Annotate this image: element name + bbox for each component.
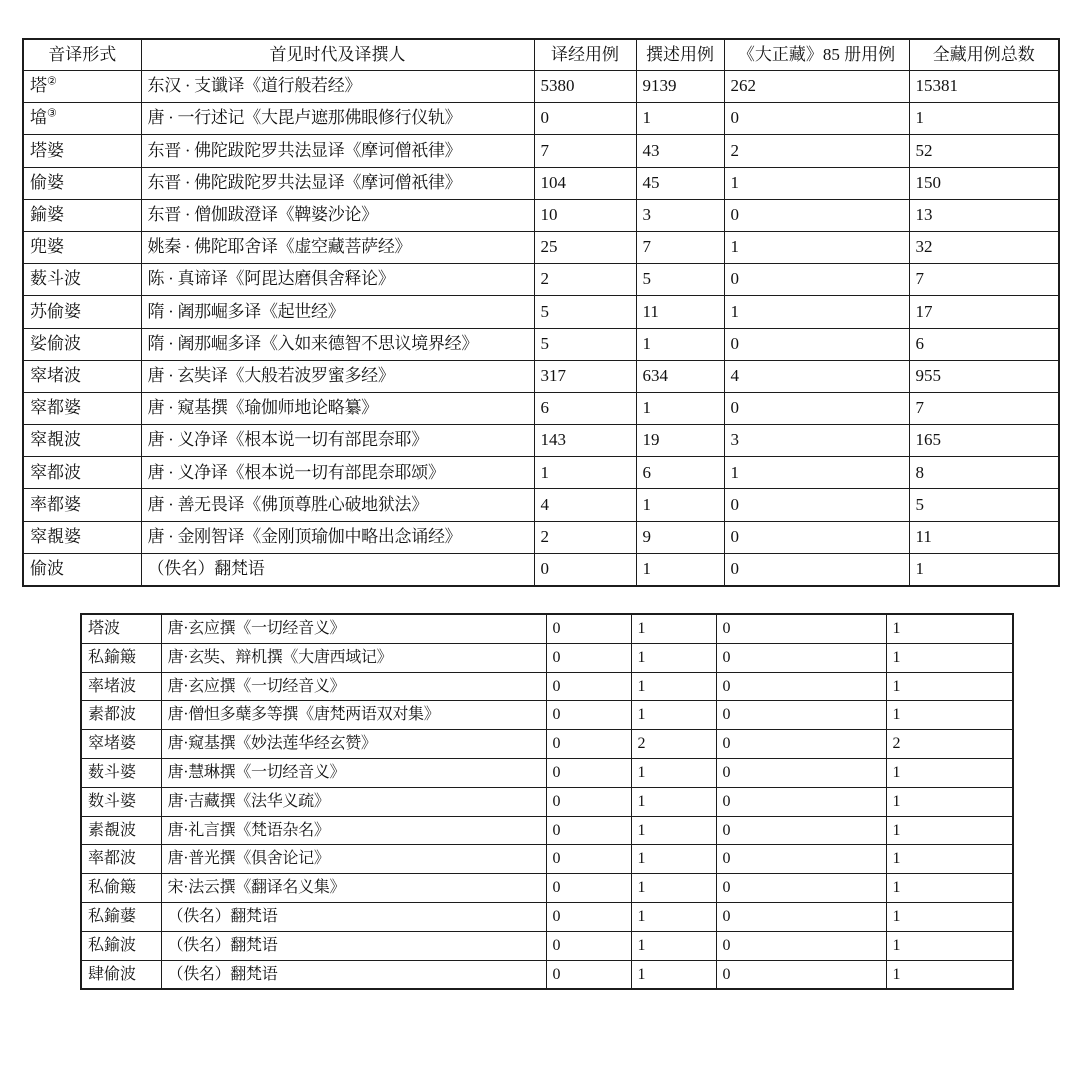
value-cell-v3: 0 <box>716 787 886 816</box>
value-cell-v2: 1 <box>636 489 724 521</box>
value-cell-v1: 0 <box>534 553 636 586</box>
form-cell: 率都波 <box>81 845 161 874</box>
value-cell-v4: 15381 <box>909 71 1059 103</box>
table-row <box>23 199 1059 231</box>
table-row <box>23 103 1059 135</box>
value-cell-v1: 5 <box>534 296 636 328</box>
value-cell-v4: 1 <box>909 103 1059 135</box>
value-cell-v3: 262 <box>724 71 909 103</box>
source-cell: 唐 · 义净译《根本说一切有部毘奈耶颂》 <box>141 457 534 489</box>
table-row <box>81 758 1013 787</box>
form-cell: 墖③ <box>23 103 141 135</box>
value-cell-v3: 0 <box>724 392 909 424</box>
form-cell: 数斗婆 <box>81 787 161 816</box>
table-row <box>81 902 1013 931</box>
value-cell-v3: 0 <box>724 489 909 521</box>
value-cell-v4: 1 <box>886 845 1013 874</box>
table-row <box>81 845 1013 874</box>
value-cell-v4: 32 <box>909 231 1059 263</box>
table-row <box>23 296 1059 328</box>
form-cell: 肆偷波 <box>81 960 161 989</box>
form-cell: 塔波 <box>81 614 161 643</box>
table-row <box>23 457 1059 489</box>
form-cell: 苏偷婆 <box>23 296 141 328</box>
value-cell-v4: 1 <box>886 874 1013 903</box>
value-cell-v3: 1 <box>724 457 909 489</box>
form-cell: 鍮婆 <box>23 199 141 231</box>
source-cell: （佚名）翻梵语 <box>161 902 546 931</box>
value-cell-v4: 6 <box>909 328 1059 360</box>
value-cell-v4: 955 <box>909 360 1059 392</box>
source-cell: 东晋 · 佛陀跋陀罗共法显译《摩诃僧祇律》 <box>141 167 534 199</box>
value-cell-v3: 3 <box>724 425 909 457</box>
value-cell-v2: 634 <box>636 360 724 392</box>
form-cell: 率都婆 <box>23 489 141 521</box>
table-row <box>81 787 1013 816</box>
form-cell: 兜婆 <box>23 231 141 263</box>
value-cell-v1: 4 <box>534 489 636 521</box>
value-cell-v2: 7 <box>636 231 724 263</box>
value-cell-v2: 1 <box>631 643 716 672</box>
form-cell: 偷波 <box>23 553 141 586</box>
source-cell: 唐·玄奘、辩机撰《大唐西域记》 <box>161 643 546 672</box>
value-cell-v4: 1 <box>886 787 1013 816</box>
value-cell-v2: 1 <box>631 960 716 989</box>
value-cell-v4: 1 <box>909 553 1059 586</box>
source-cell: 姚秦 · 佛陀耶舍译《虚空藏菩萨经》 <box>141 231 534 263</box>
source-cell: 唐 · 玄奘译《大般若波罗蜜多经》 <box>141 360 534 392</box>
value-cell-v2: 1 <box>631 931 716 960</box>
form-cell: 窣堵婆 <box>81 730 161 759</box>
value-cell-v1: 0 <box>546 614 631 643</box>
header-source: 首见时代及译撰人 <box>141 39 534 71</box>
value-cell-v2: 1 <box>631 902 716 931</box>
value-cell-v1: 0 <box>546 672 631 701</box>
value-cell-v4: 165 <box>909 425 1059 457</box>
table-row <box>23 71 1059 103</box>
form-cell: 娑偷波 <box>23 328 141 360</box>
value-cell-v3: 0 <box>716 701 886 730</box>
value-cell-v3: 1 <box>724 231 909 263</box>
value-cell-v2: 1 <box>631 816 716 845</box>
value-cell-v2: 11 <box>636 296 724 328</box>
table-row <box>23 264 1059 296</box>
value-cell-v4: 17 <box>909 296 1059 328</box>
form-cell: 素都波 <box>81 701 161 730</box>
source-cell: （佚名）翻梵语 <box>161 960 546 989</box>
value-cell-v4: 13 <box>909 199 1059 231</box>
source-cell: 唐 · 窥基撰《瑜伽师地论略纂》 <box>141 392 534 424</box>
form-cell: 私鍮蔢 <box>81 902 161 931</box>
value-cell-v4: 150 <box>909 167 1059 199</box>
value-cell-v1: 0 <box>546 816 631 845</box>
form-cell: 薮斗婆 <box>81 758 161 787</box>
footnote-mark: ③ <box>47 107 57 120</box>
value-cell-v3: 0 <box>716 816 886 845</box>
source-cell: 隋 · 阇那崛多译《入如来德智不思议境界经》 <box>141 328 534 360</box>
value-cell-v2: 43 <box>636 135 724 167</box>
value-cell-v2: 1 <box>631 874 716 903</box>
value-cell-v1: 0 <box>546 701 631 730</box>
value-cell-v1: 0 <box>546 960 631 989</box>
value-cell-v2: 1 <box>631 672 716 701</box>
source-cell: 唐·玄应撰《一切经音义》 <box>161 672 546 701</box>
value-cell-v1: 104 <box>534 167 636 199</box>
value-cell-v2: 1 <box>636 328 724 360</box>
table-row <box>81 730 1013 759</box>
footnote-mark: ② <box>47 75 57 88</box>
header-total-usage: 全藏用例总数 <box>909 39 1059 71</box>
form-cell: 私鍮波 <box>81 931 161 960</box>
table-row <box>81 672 1013 701</box>
table-row <box>23 392 1059 424</box>
value-cell-v4: 1 <box>886 960 1013 989</box>
value-cell-v2: 19 <box>636 425 724 457</box>
form-cell: 率堵波 <box>81 672 161 701</box>
value-cell-v3: 0 <box>724 521 909 553</box>
value-cell-v2: 9 <box>636 521 724 553</box>
value-cell-v3: 0 <box>716 960 886 989</box>
table-row <box>23 425 1059 457</box>
value-cell-v4: 11 <box>909 521 1059 553</box>
source-cell: 宋·法云撰《翻译名义集》 <box>161 874 546 903</box>
value-cell-v2: 1 <box>631 701 716 730</box>
source-cell: 东汉 · 支谶译《道行般若经》 <box>141 71 534 103</box>
header-form: 音译形式 <box>23 39 141 71</box>
table-row <box>81 874 1013 903</box>
value-cell-v3: 1 <box>724 296 909 328</box>
value-cell-v1: 143 <box>534 425 636 457</box>
value-cell-v3: 0 <box>716 758 886 787</box>
value-cell-v4: 1 <box>886 701 1013 730</box>
source-cell: 唐 · 一行述记《大毘卢遮那佛眼修行仪轨》 <box>141 103 534 135</box>
source-cell: 唐 · 善无畏译《佛顶尊胜心破地狱法》 <box>141 489 534 521</box>
value-cell-v1: 317 <box>534 360 636 392</box>
table-row <box>23 521 1059 553</box>
transliteration-usage-table-main <box>22 38 1060 587</box>
value-cell-v2: 1 <box>631 614 716 643</box>
table-row <box>81 614 1013 643</box>
value-cell-v2: 3 <box>636 199 724 231</box>
value-cell-v4: 1 <box>886 643 1013 672</box>
value-cell-v1: 0 <box>546 758 631 787</box>
table-row <box>81 701 1013 730</box>
form-cell: 素覩波 <box>81 816 161 845</box>
value-cell-v3: 4 <box>724 360 909 392</box>
source-cell: 隋 · 阇那崛多译《起世经》 <box>141 296 534 328</box>
value-cell-v2: 1 <box>636 553 724 586</box>
table-row <box>23 135 1059 167</box>
header-translation-usage: 译经用例 <box>534 39 636 71</box>
value-cell-v4: 1 <box>886 672 1013 701</box>
value-cell-v4: 5 <box>909 489 1059 521</box>
value-cell-v4: 2 <box>886 730 1013 759</box>
value-cell-v4: 1 <box>886 816 1013 845</box>
value-cell-v4: 52 <box>909 135 1059 167</box>
value-cell-v2: 1 <box>636 392 724 424</box>
table-row <box>81 960 1013 989</box>
value-cell-v3: 0 <box>716 902 886 931</box>
form-cell: 窣都婆 <box>23 392 141 424</box>
value-cell-v4: 1 <box>886 758 1013 787</box>
form-cell: 偷婆 <box>23 167 141 199</box>
source-cell: 东晋 · 佛陀跋陀罗共法显译《摩诃僧祇律》 <box>141 135 534 167</box>
value-cell-v3: 0 <box>716 614 886 643</box>
value-cell-v2: 1 <box>636 103 724 135</box>
value-cell-v3: 0 <box>724 264 909 296</box>
source-cell: （佚名）翻梵语 <box>161 931 546 960</box>
value-cell-v1: 2 <box>534 264 636 296</box>
source-cell: 陈 · 真谛译《阿毘达磨俱舍释论》 <box>141 264 534 296</box>
value-cell-v4: 7 <box>909 392 1059 424</box>
value-cell-v3: 0 <box>716 931 886 960</box>
form-cell: 窣都波 <box>23 457 141 489</box>
form-cell: 塔② <box>23 71 141 103</box>
table-row <box>81 816 1013 845</box>
value-cell-v1: 25 <box>534 231 636 263</box>
source-cell: 唐·慧琳撰《一切经音义》 <box>161 758 546 787</box>
table-row <box>23 328 1059 360</box>
value-cell-v3: 0 <box>716 672 886 701</box>
value-cell-v2: 6 <box>636 457 724 489</box>
form-cell: 塔婆 <box>23 135 141 167</box>
value-cell-v4: 7 <box>909 264 1059 296</box>
source-cell: 唐 · 义净译《根本说一切有部毘奈耶》 <box>141 425 534 457</box>
source-cell: 东晋 · 僧伽跋澄译《鞞婆沙论》 <box>141 199 534 231</box>
table-row <box>23 553 1059 586</box>
value-cell-v1: 2 <box>534 521 636 553</box>
value-cell-v1: 0 <box>546 787 631 816</box>
value-cell-v1: 6 <box>534 392 636 424</box>
table-row <box>23 360 1059 392</box>
table-row <box>81 643 1013 672</box>
header-composition-usage: 撰述用例 <box>636 39 724 71</box>
source-cell: 唐·普光撰《俱舍论记》 <box>161 845 546 874</box>
form-cell: 窣覩婆 <box>23 521 141 553</box>
source-cell: 唐 · 金刚智译《金刚顶瑜伽中略出念诵经》 <box>141 521 534 553</box>
value-cell-v2: 1 <box>631 845 716 874</box>
value-cell-v2: 1 <box>631 787 716 816</box>
source-cell: 唐·窥基撰《妙法莲华经玄赞》 <box>161 730 546 759</box>
value-cell-v1: 1 <box>534 457 636 489</box>
value-cell-v3: 0 <box>716 643 886 672</box>
value-cell-v3: 0 <box>724 103 909 135</box>
value-cell-v2: 45 <box>636 167 724 199</box>
value-cell-v3: 0 <box>716 874 886 903</box>
table-header-row <box>23 39 1059 71</box>
source-cell: 唐·玄应撰《一切经音义》 <box>161 614 546 643</box>
value-cell-v1: 0 <box>546 730 631 759</box>
form-cell: 窣堵波 <box>23 360 141 392</box>
value-cell-v1: 0 <box>534 103 636 135</box>
source-cell: 唐·礼言撰《梵语杂名》 <box>161 816 546 845</box>
value-cell-v4: 1 <box>886 902 1013 931</box>
value-cell-v4: 1 <box>886 614 1013 643</box>
value-cell-v3: 0 <box>724 553 909 586</box>
value-cell-v1: 5 <box>534 328 636 360</box>
form-cell: 私鍮簸 <box>81 643 161 672</box>
form-cell: 薮斗波 <box>23 264 141 296</box>
header-taisho-vol85-usage: 《大正藏》85 册用例 <box>724 39 909 71</box>
value-cell-v3: 1 <box>724 167 909 199</box>
value-cell-v3: 0 <box>716 730 886 759</box>
value-cell-v2: 9139 <box>636 71 724 103</box>
value-cell-v3: 0 <box>724 328 909 360</box>
table-row <box>81 931 1013 960</box>
value-cell-v2: 1 <box>631 758 716 787</box>
value-cell-v1: 10 <box>534 199 636 231</box>
value-cell-v1: 5380 <box>534 71 636 103</box>
value-cell-v3: 0 <box>724 199 909 231</box>
value-cell-v1: 0 <box>546 643 631 672</box>
form-cell: 私偷簸 <box>81 874 161 903</box>
form-cell: 窣覩波 <box>23 425 141 457</box>
transliteration-usage-table-continuation <box>80 613 1014 990</box>
table-row <box>23 489 1059 521</box>
source-cell: 唐·僧怛多蘖多等撰《唐梵两语双对集》 <box>161 701 546 730</box>
value-cell-v2: 2 <box>631 730 716 759</box>
value-cell-v1: 7 <box>534 135 636 167</box>
source-cell: （佚名）翻梵语 <box>141 553 534 586</box>
source-cell: 唐·吉藏撰《法华义疏》 <box>161 787 546 816</box>
value-cell-v3: 2 <box>724 135 909 167</box>
table-row <box>23 231 1059 263</box>
value-cell-v1: 0 <box>546 874 631 903</box>
value-cell-v4: 1 <box>886 931 1013 960</box>
value-cell-v3: 0 <box>716 845 886 874</box>
value-cell-v4: 8 <box>909 457 1059 489</box>
value-cell-v2: 5 <box>636 264 724 296</box>
table-row <box>23 167 1059 199</box>
value-cell-v1: 0 <box>546 845 631 874</box>
value-cell-v1: 0 <box>546 902 631 931</box>
value-cell-v1: 0 <box>546 931 631 960</box>
